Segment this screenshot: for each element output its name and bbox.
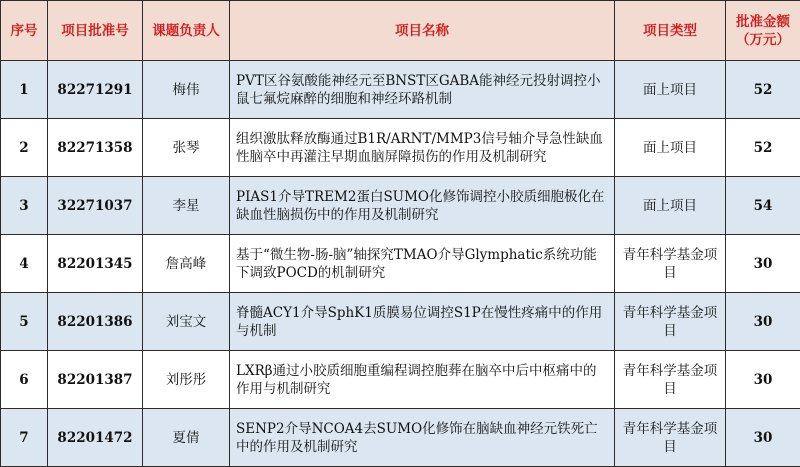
cell-amount: 30: [726, 293, 800, 351]
cell-amount: 30: [726, 235, 800, 293]
cell-type: 青年科学基金项目: [615, 293, 726, 351]
cell-approval-number: 82201345: [48, 235, 143, 293]
cell-leader: 李星: [143, 177, 230, 235]
cell-type: 面上项目: [615, 119, 726, 177]
cell-title: PIAS1介导TREM2蛋白SUMO化修饰调控小胶质细胞极化在缺血性脑损伤中的作用及机制研究: [230, 177, 615, 235]
cell-approval-number: 32271037: [48, 177, 143, 235]
table-row: [1, 177, 800, 235]
cell-index: 6: [1, 351, 48, 409]
cell-amount: 30: [726, 351, 800, 409]
cell-type: 青年科学基金项目: [615, 351, 726, 409]
cell-title: 基于“微生物-肠-脑”轴探究TMAO介导Glymphatic系统功能下调致POCD的机制研究: [230, 235, 615, 293]
table-header: [1, 1, 800, 61]
cell-title: 组织激肽释放酶通过B1R/ARNT/MMP3信号轴介导急性缺血性脑卒中再灌注早期血脑屏障损伤的作用及机制研究: [230, 119, 615, 177]
cell-index: 5: [1, 293, 48, 351]
cell-leader: 张琴: [143, 119, 230, 177]
cell-type: 面上项目: [615, 177, 726, 235]
cell-index: 2: [1, 119, 48, 177]
cell-leader: 刘宝文: [143, 293, 230, 351]
cell-amount: 52: [726, 61, 800, 119]
header-approval-number: 项目批准号: [48, 1, 143, 61]
cell-approval-number: 82201386: [48, 293, 143, 351]
table-body: [1, 61, 800, 467]
table-row: [1, 61, 800, 119]
header-row: [1, 1, 800, 61]
cell-approval-number: 82201472: [48, 409, 143, 467]
cell-title: SENP2介导NCOA4去SUMO化修饰在脑缺血神经元铁死亡中的作用及机制研究: [230, 409, 615, 467]
cell-index: 3: [1, 177, 48, 235]
header-project-leader: 课题负责人: [143, 1, 230, 61]
cell-index: 4: [1, 235, 48, 293]
cell-leader: 梅伟: [143, 61, 230, 119]
table-row: [1, 235, 800, 293]
cell-approval-number: 82271358: [48, 119, 143, 177]
table-row: [1, 351, 800, 409]
cell-type: 面上项目: [615, 61, 726, 119]
table-row: [1, 119, 800, 177]
table-row: [1, 409, 800, 467]
header-approved-amount: 批准金额（万元）: [726, 1, 800, 61]
cell-index: 7: [1, 409, 48, 467]
cell-title: LXRβ通过小胶质细胞重编程调控胞葬在脑卒中后中枢痛中的作用与机制研究: [230, 351, 615, 409]
table-row: [1, 293, 800, 351]
cell-approval-number: 82271291: [48, 61, 143, 119]
cell-leader: 夏倩: [143, 409, 230, 467]
cell-type: 青年科学基金项目: [615, 235, 726, 293]
cell-title: 脊髓ACY1介导SphK1质膜易位调控S1P在慢性疼痛中的作用与机制: [230, 293, 615, 351]
header-project-title: 项目名称: [230, 1, 615, 61]
cell-approval-number: 82201387: [48, 351, 143, 409]
cell-index: 1: [1, 61, 48, 119]
cell-type: 青年科学基金项目: [615, 409, 726, 467]
cell-amount: 54: [726, 177, 800, 235]
header-index: 序号: [1, 1, 48, 61]
cell-leader: 刘彤彤: [143, 351, 230, 409]
cell-amount: 30: [726, 409, 800, 467]
cell-leader: 詹高峰: [143, 235, 230, 293]
cell-title: PVT区谷氨酸能神经元至BNST区GABA能神经元投射调控小鼠七氟烷麻醉的细胞和神经环路机制: [230, 61, 615, 119]
header-project-type: 项目类型: [615, 1, 726, 61]
cell-amount: 52: [726, 119, 800, 177]
